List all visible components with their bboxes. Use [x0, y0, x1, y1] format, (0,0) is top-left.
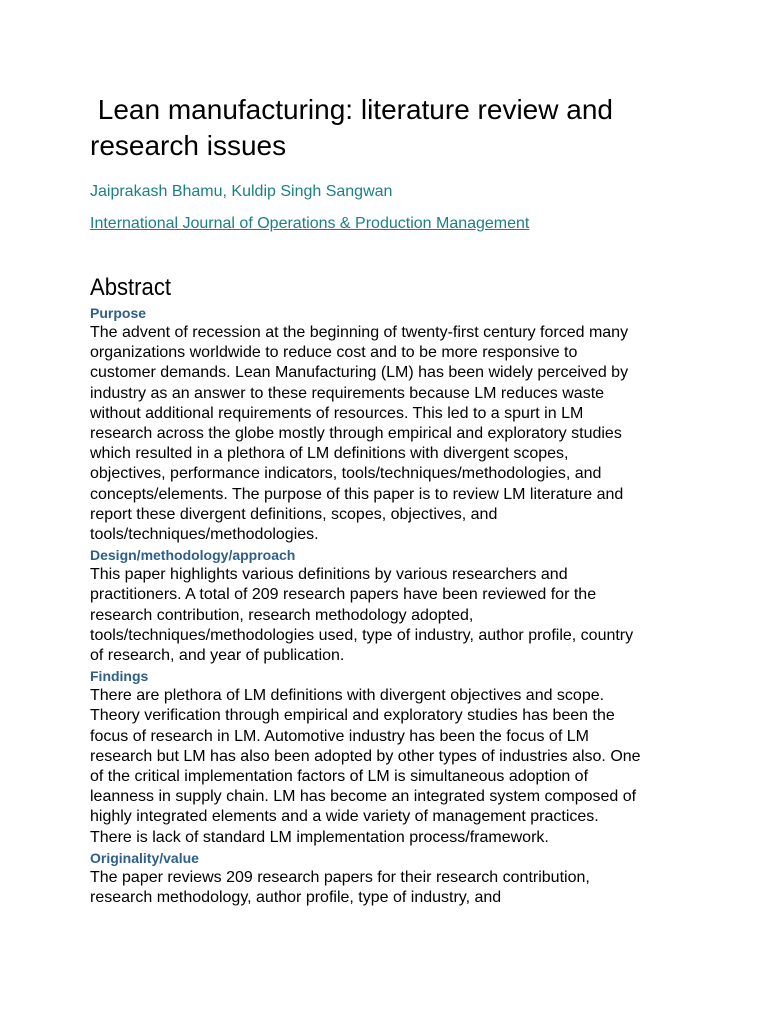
- section-text-design: This paper highlights various definitions by various researchers and practitioners. A total of 209 research papers have been reviewed for the research contribution, research methodology adopted, tools/techniques/methodologies used, type of industry, author profile, country of research, and year of publication.: [90, 566, 634, 665]
- journal-link[interactable]: International Journal of Operations & Production Management: [90, 215, 530, 232]
- author-link-sangwan[interactable]: Kuldip Singh Sangwan: [226, 183, 393, 200]
- abstract-section-originality: [90, 848, 690, 908]
- abstract-section-findings: [90, 666, 690, 848]
- abstract-section-purpose: [90, 303, 690, 545]
- article-title: Lean manufacturing: literature review and research issues: [90, 94, 621, 161]
- section-label-purpose: Purpose: [90, 305, 147, 321]
- section-text-purpose: The advent of recession at the beginning of twenty-first century forced many organizations worldwide to reduce cost and to be more responsive to customer demands. Lean Manufacturing (LM) has been widely perceived by industry as an answer to these requirements because LM reduces waste without additional requirements of resources. This led to a spurt in LM research across the globe mostly through empirical and exploratory studies which resulted in a plethora of LM definitions with divergent scopes, objectives, performance indicators, tools/techniques/methodologies, and concepts/elements. The purpose of this paper is to review LM literature and report these divergent definitions, scopes, objectives, and tools/techniques/methodologies.: [90, 324, 629, 544]
- author-separator: ,: [222, 183, 227, 200]
- abstract-heading: Abstract: [90, 274, 171, 301]
- section-text-findings: There are plethora of LM definitions with divergent objectives and scope. Theory verification through empirical and exploratory studies has been the focus of research in LM. Automotive industry has been the focus of LM research but LM has also been adopted by other types of industries also. One of the critical implementation factors of LM is simultaneous adoption of leanness in supply chain. LM has become an integrated system composed of highly integrated elements and a wide variety of management practices. There is lack of standard LM implementation process/framework.: [90, 687, 641, 846]
- section-label-design: Design/methodology/approach: [90, 547, 296, 564]
- author-link-bhamu[interactable]: Jaiprakash Bhamu: [90, 183, 223, 200]
- section-label-originality: Originality/value: [90, 849, 199, 866]
- abstract-body: [90, 303, 690, 908]
- author-list: [90, 181, 392, 203]
- section-label-findings: Findings: [90, 668, 149, 685]
- section-text-originality: The paper reviews 209 research papers for their research contribution, research methodology, author profile, type of industry, and: [90, 868, 590, 907]
- abstract-section-design: [90, 545, 690, 666]
